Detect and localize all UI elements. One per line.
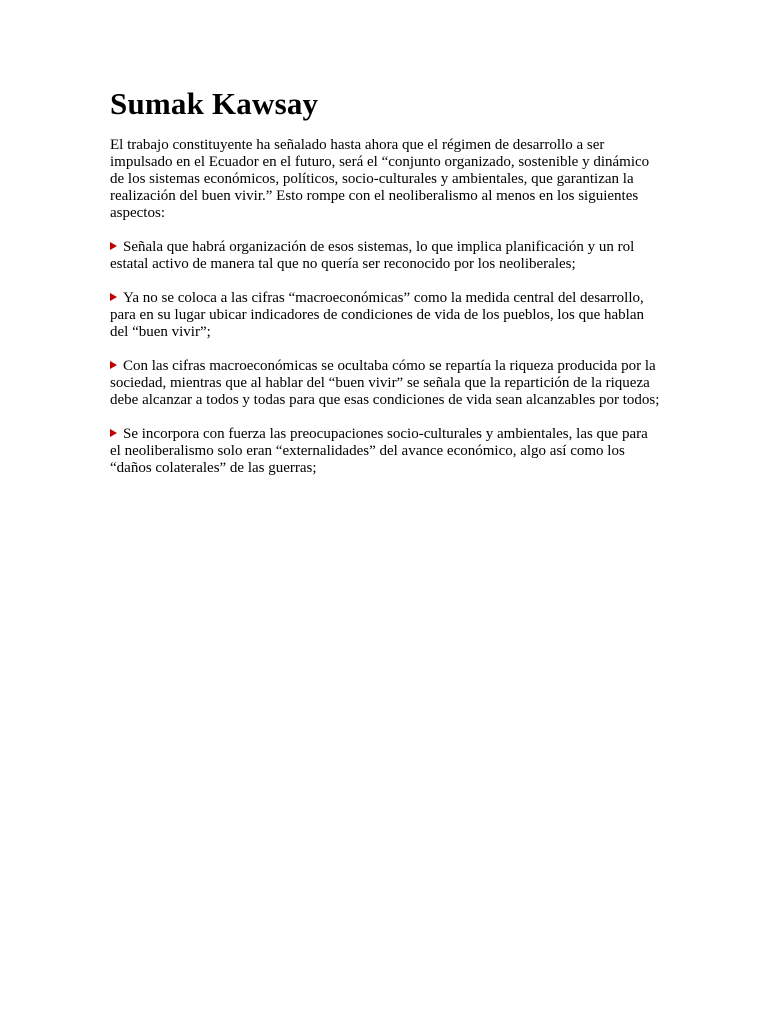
document-page: [110, 86, 662, 494]
red-triangle-bullet-icon: [110, 293, 117, 301]
red-triangle-bullet-icon: [110, 361, 117, 369]
bullet-item: [110, 358, 662, 409]
page-title: Sumak Kawsay: [110, 86, 319, 121]
intro-paragraph: El trabajo constituyente ha señalado hasta ahora que el régimen de desarrollo a ser impulsado en el Ecuador en el futuro, será el “conjunto organizado, sostenible y dinámico de los sistemas económicos, políticos, socio-culturales y ambientales, que garantizan la realización del buen vivir.” Esto rompe con el neoliberalismo al menos en los siguientes aspectos:: [110, 137, 650, 221]
red-triangle-bullet-icon: [110, 429, 117, 437]
bullet-item: [110, 290, 662, 341]
bullet-text: Ya no se coloca a las cifras “macroeconómicas” como la medida central del desarrollo, para en su lugar ubicar indicadores de condiciones de vida de los pueblos, los que hablan del “buen vivir”;: [110, 290, 645, 340]
bullet-item: [110, 426, 662, 477]
bullet-text: Se incorpora con fuerza las preocupaciones socio-culturales y ambientales, las que para el neoliberalismo solo eran “externalidades” del avance económico, algo así como los “daños colaterales” de las guerras;: [110, 426, 648, 476]
bullet-text: Con las cifras macroeconómicas se ocultaba cómo se repartía la riqueza producida por la sociedad, mientras que al hablar del “buen vivir” se señala que la repartición de la riqueza debe alcanzar a todos y todas para que esas condiciones de vida sean alcanzables por todos;: [110, 358, 660, 408]
red-triangle-bullet-icon: [110, 242, 117, 250]
bullet-item: [110, 239, 662, 273]
bullet-text: Señala que habrá organización de esos sistemas, lo que implica planificación y un rol estatal activo de manera tal que no quería ser reconocido por los neoliberales;: [110, 239, 635, 272]
